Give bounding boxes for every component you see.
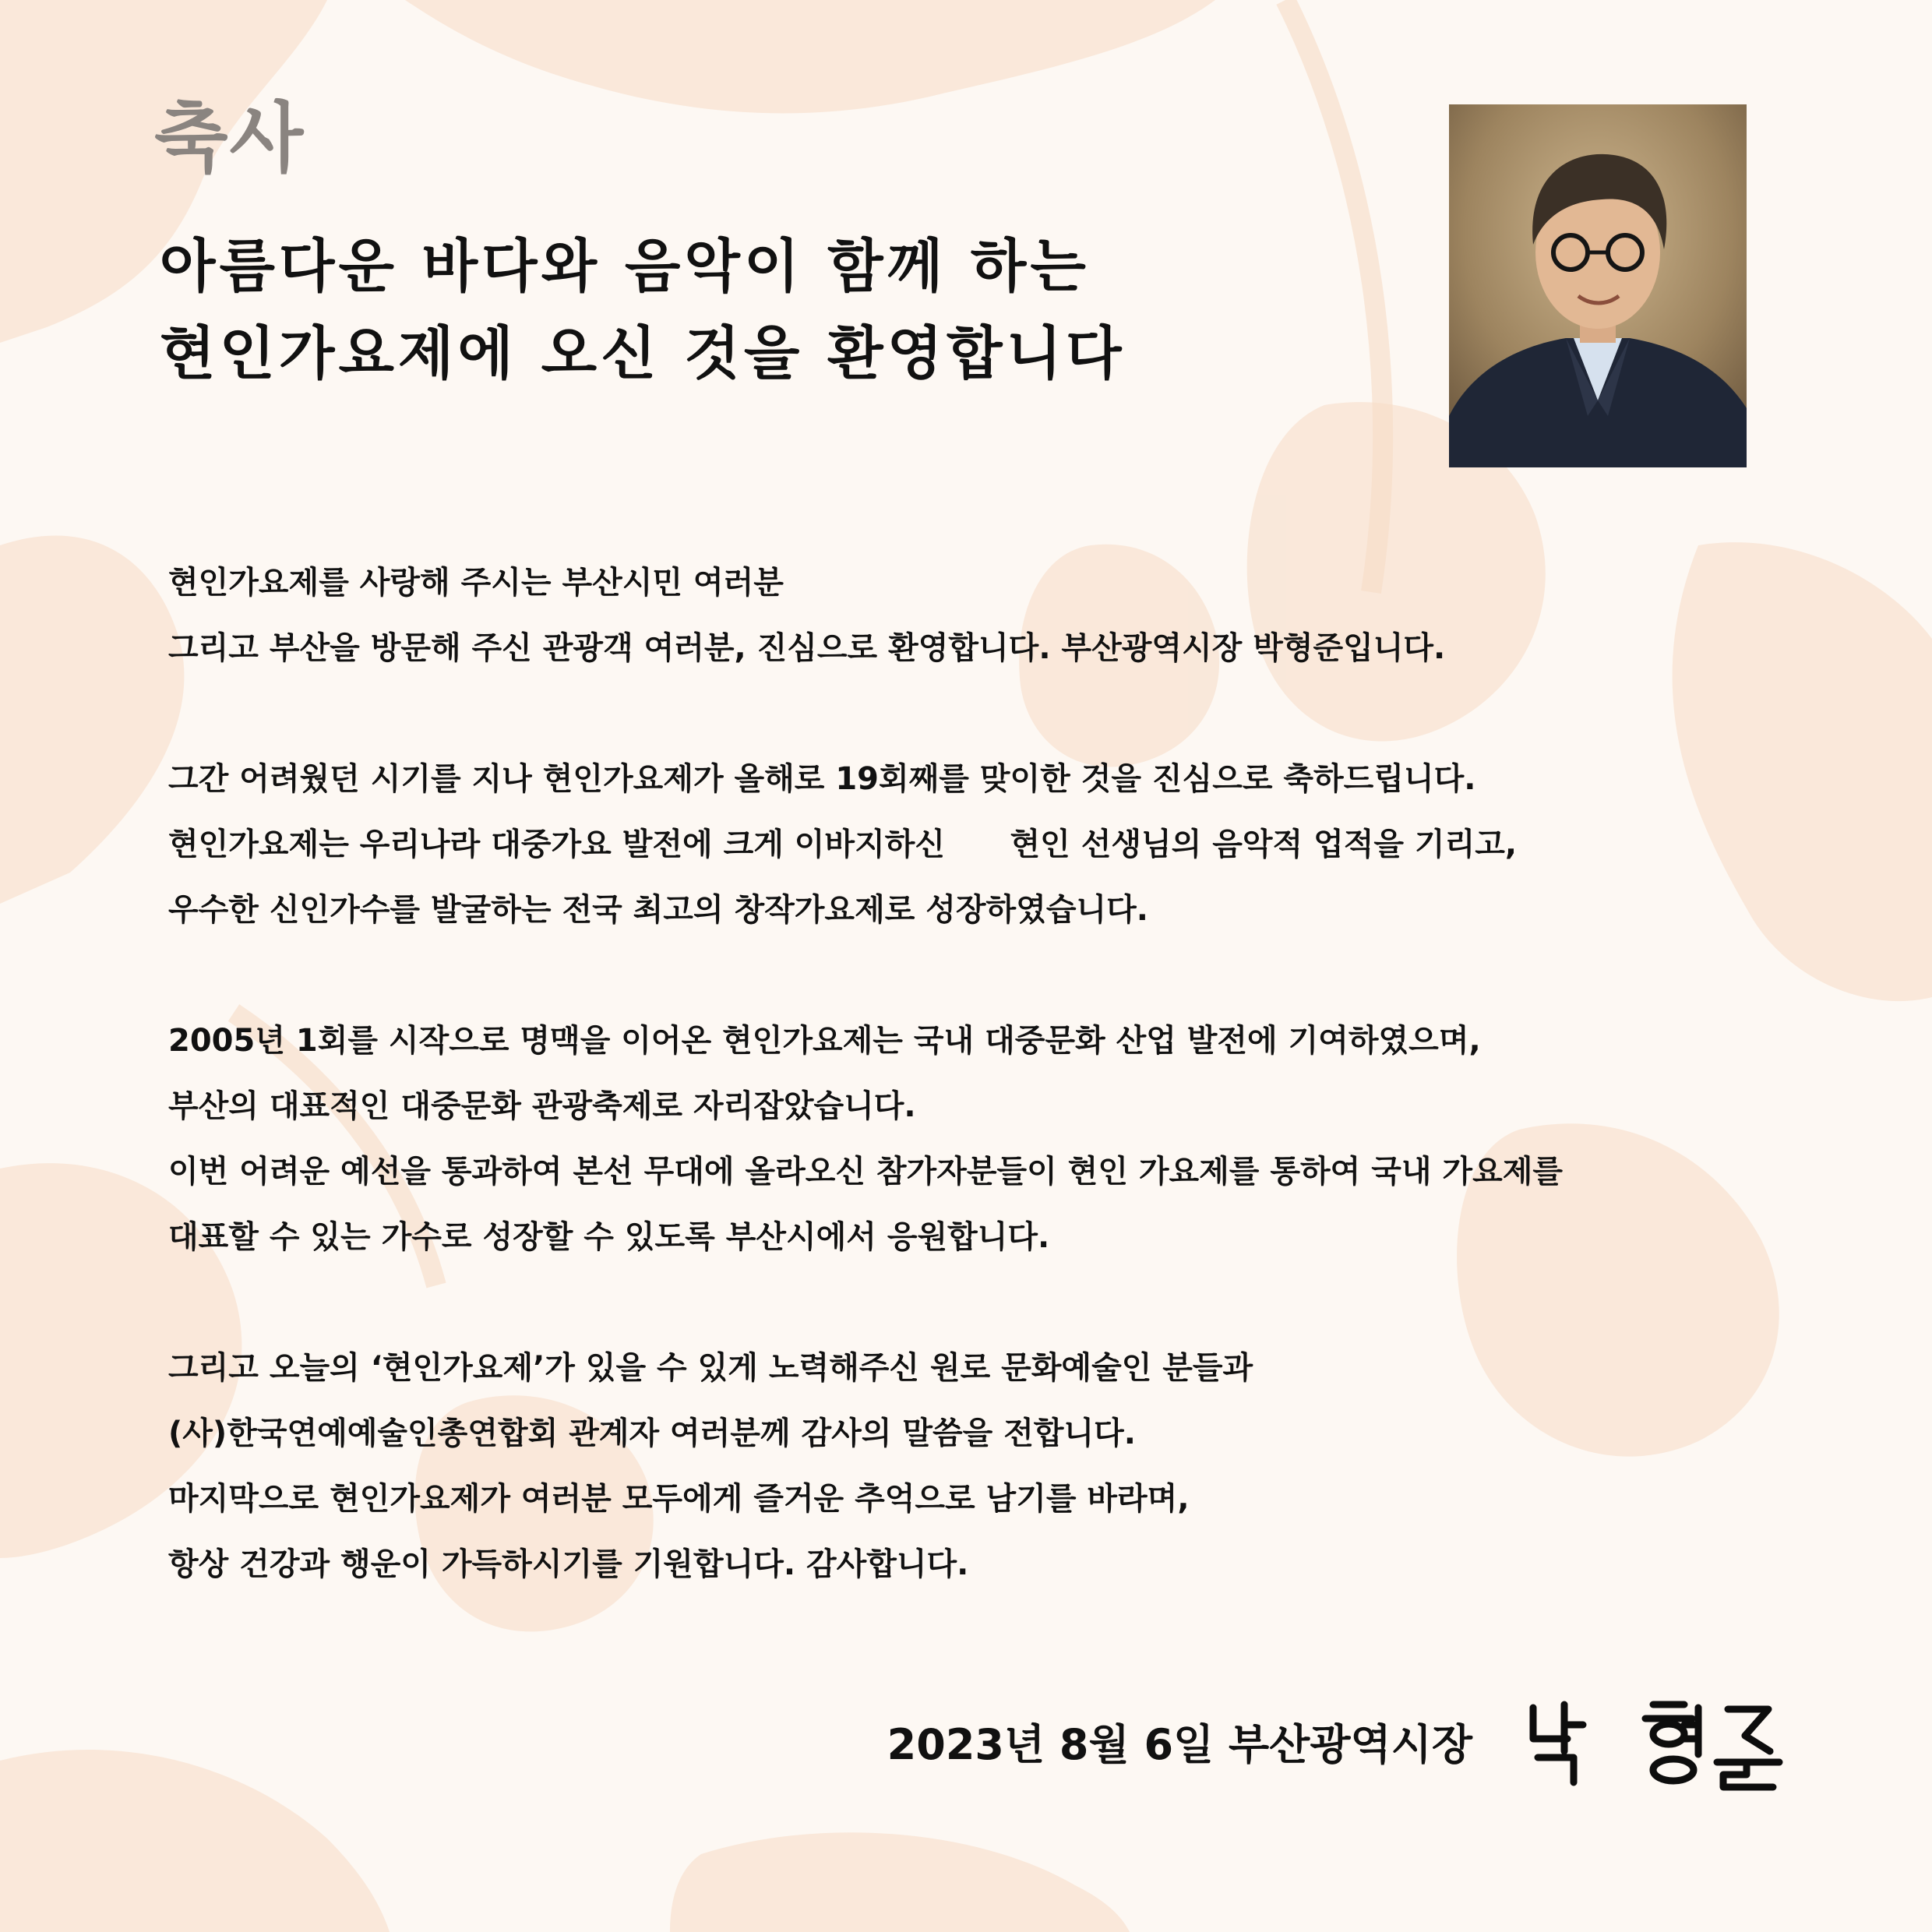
body-line: 현인가요제는 우리나라 대중가요 발전에 크게 이바지하신 현인 선생님의 음악적 업적을 기리고, — [168, 827, 1518, 862]
body-line: 이번 어려운 예선을 통과하여 본선 무대에 올라오신 참가자분들이 현인 가요제를 통하여 국내 가요제를 — [168, 1154, 1563, 1190]
body-line: 현인가요제를 사랑해 주시는 부산시민 여러분 — [168, 565, 784, 601]
body-line: (사)한국연예예술인총연합회 관계자 여러분께 감사의 말씀을 전합니다. — [168, 1416, 1136, 1451]
paragraph — [168, 746, 1812, 943]
date-and-title: 2023년 8월 6일 부산광역시장 — [887, 1719, 1472, 1769]
headline-line: 현인가요제에 오신 것을 환영합니다 — [160, 320, 1126, 387]
headline-line: 아름다운 바다와 음악이 함께 하는 — [160, 233, 1090, 300]
paragraph — [168, 1335, 1812, 1597]
page-heading: 축사 — [154, 94, 305, 183]
letter-body — [168, 550, 1812, 1662]
headline — [160, 223, 1391, 397]
body-line: 항상 건강과 행운이 가득하시기를 기원합니다. 감사합니다. — [168, 1546, 969, 1582]
body-line: 2005년 1회를 시작으로 명맥을 이어온 현인가요제는 국내 대중문화 산업 발전에 기여하였으며, — [168, 1023, 1481, 1059]
body-line: 부산의 대표적인 대중문화 관광축제로 자리잡았습니다. — [168, 1088, 916, 1124]
body-line: 마지막으로 현인가요제가 여러분 모두에게 즐거운 추억으로 남기를 바라며, — [168, 1481, 1190, 1517]
paragraph — [168, 1008, 1812, 1270]
body-line: 그리고 부산을 방문해 주신 관광객 여러분, 진심으로 환영합니다. 부산광역시장 박형준입니다. — [168, 630, 1446, 666]
person-photo-icon — [1449, 104, 1747, 467]
paragraph — [168, 550, 1812, 681]
handwritten-signature — [1519, 1690, 1784, 1792]
body-line: 그리고 오늘의 ‘현인가요제’가 있을 수 있게 노력해주신 원로 문화예술인 분들과 — [168, 1350, 1253, 1386]
signature-block — [887, 1690, 1784, 1792]
body-line: 그간 어려웠던 시기를 지나 현인가요제가 올해로 19회째를 맞이한 것을 진심으로 축하드립니다. — [168, 761, 1476, 797]
body-line: 우수한 신인가수를 발굴하는 전국 최고의 창작가요제로 성장하였습니다. — [168, 892, 1148, 928]
body-line: 대표할 수 있는 가수로 성장할 수 있도록 부산시에서 응원합니다. — [168, 1219, 1050, 1255]
